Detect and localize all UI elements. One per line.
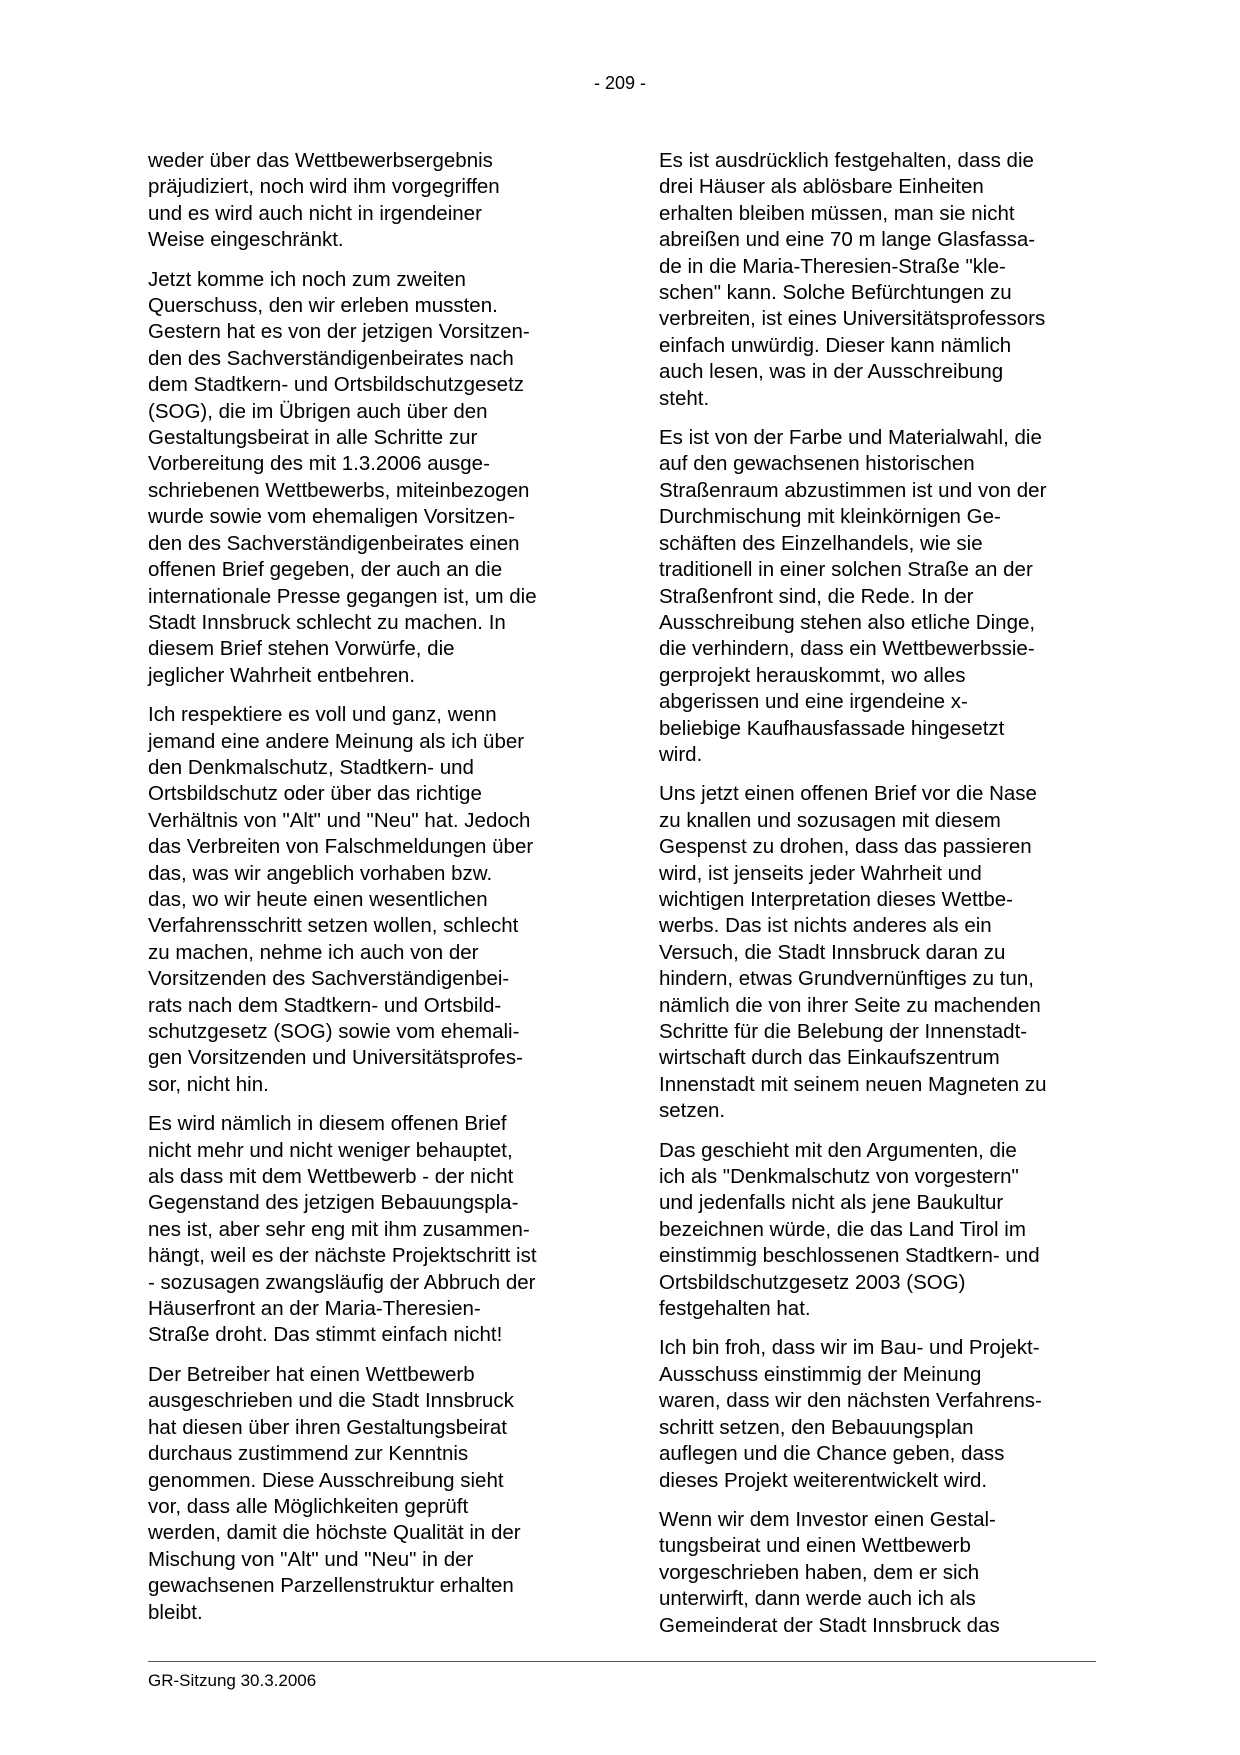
text-line: Der Betreiber hat einen Wettbewerb	[148, 1362, 475, 1386]
text-line: das, wo wir heute einen wesentlichen	[148, 887, 488, 911]
text-line: Es wird nämlich in diesem offenen Brief	[148, 1112, 507, 1136]
text-line: und jedenfalls nicht als jene Baukultur	[659, 1191, 1004, 1215]
text-line: Wenn wir dem Investor einen Gestal-	[659, 1507, 996, 1531]
text-line: Das geschieht mit den Argumenten, die	[659, 1138, 1017, 1162]
text-line: beliebige Kaufhausfassade hingesetzt	[659, 716, 1005, 740]
text-line: Ausschreibung stehen also etliche Dinge,	[659, 610, 1036, 634]
text-line: Häuserfront an der Maria-Theresien-	[148, 1297, 481, 1321]
text-line: bleibt.	[148, 1600, 203, 1624]
text-line: schutzgesetz (SOG) sowie vom ehemali-	[148, 1020, 520, 1043]
text-line: abreißen und eine 70 m lange Glasfassa-	[659, 228, 1036, 252]
text-line: auch lesen, was in der Ausschreibung	[659, 360, 1004, 384]
text-line: Gestern hat es von der jetzigen Vorsitzen-	[148, 320, 530, 344]
text-line: abgerissen und eine irgendeine x-	[659, 690, 968, 714]
text-line: waren, dass wir den nächsten Verfahrens-	[659, 1389, 1042, 1413]
text-paragraph	[659, 1335, 1109, 1493]
text-line: den Denkmalschutz, Stadtkern- und	[148, 755, 474, 779]
text-line: auflegen und die Chance geben, dass	[659, 1442, 1005, 1466]
text-line: Durchmischung mit kleinkörnigen Ge-	[659, 505, 1001, 529]
text-line: Vorsitzenden des Sachverständigenbei-	[148, 967, 510, 991]
text-line: Uns jetzt einen offenen Brief vor die Nase	[659, 782, 1037, 806]
text-line: werbs. Das ist nichts anderes als ein	[659, 914, 992, 938]
text-line: verbreiten, ist eines Universitätsprofessors	[659, 307, 1046, 331]
text-line: nämlich die von ihrer Seite zu machenden	[659, 993, 1041, 1017]
text-line: Querschuss, den wir erleben mussten.	[148, 294, 498, 318]
text-paragraph	[148, 702, 598, 1098]
text-paragraph	[148, 1362, 598, 1626]
text-line: (SOG), die im Übrigen auch über den	[148, 399, 488, 423]
text-line: das Verbreiten von Falschmeldungen über	[148, 835, 534, 859]
text-line: zu knallen und sozusagen mit diesem	[659, 808, 1001, 832]
text-line: offenen Brief gegeben, der auch an die	[148, 558, 503, 582]
text-line: setzen.	[659, 1099, 726, 1123]
text-line: Gespenst zu drohen, dass das passieren	[659, 835, 1032, 859]
text-line: werden, damit die höchste Qualität in der	[148, 1521, 521, 1545]
text-line: wurde sowie vom ehemaligen Vorsitzen-	[148, 505, 515, 529]
text-line: Ortsbildschutz oder über das richtige	[148, 782, 482, 806]
text-line: hindern, etwas Grundvernünftiges zu tun,	[659, 967, 1034, 991]
text-line: Jetzt komme ich noch zum zweiten	[148, 267, 466, 291]
footer-divider	[148, 1661, 1096, 1662]
right-text-column	[659, 148, 1109, 1652]
text-line: Weise eingeschränkt.	[148, 228, 344, 252]
text-line: schäften des Einzelhandels, wie sie	[659, 531, 983, 555]
text-line: erhalten bleiben müssen, man sie nicht	[659, 201, 1015, 225]
text-line: den des Sachverständigenbeirates nach	[148, 346, 514, 370]
text-line: gen Vorsitzenden und Universitätsprofes-	[148, 1046, 523, 1070]
text-line: wichtigen Interpretation dieses Wettbe-	[659, 887, 1014, 911]
text-line: dem Stadtkern- und Ortsbildschutzgesetz	[148, 373, 525, 397]
text-line: nes ist, aber sehr eng mit ihm zusammen-	[148, 1217, 530, 1241]
text-line: durchaus zustimmend zur Kenntnis	[148, 1442, 469, 1466]
text-line: Versuch, die Stadt Innsbruck daran zu	[659, 940, 1006, 964]
text-line: gewachsenen Parzellenstruktur erhalten	[148, 1574, 514, 1598]
text-line: diesem Brief stehen Vorwürfe, die	[148, 637, 455, 661]
text-paragraph	[148, 1111, 598, 1349]
text-line: Ich respektiere es voll und ganz, wenn	[148, 703, 497, 727]
text-line: gerprojekt herauskommt, wo alles	[659, 663, 966, 687]
text-line: Verhältnis von "Alt" und "Neu" hat. Jedoch	[148, 808, 531, 832]
text-line: Gemeinderat der Stadt Innsbruck das	[659, 1613, 1000, 1637]
text-line: ich als "Denkmalschutz von vorgestern"	[659, 1165, 1019, 1189]
text-paragraph	[659, 1138, 1109, 1323]
text-line: drei Häuser als ablösbare Einheiten	[659, 175, 984, 199]
text-line: Innenstadt mit seinem neuen Magneten zu	[659, 1072, 1047, 1096]
text-line: rats nach dem Stadtkern- und Ortsbild-	[148, 993, 502, 1017]
text-line: - sozusagen zwangsläufig der Abbruch der	[148, 1270, 536, 1294]
text-line: genommen. Diese Ausschreibung sieht	[148, 1468, 504, 1492]
page-number: - 209 -	[593, 73, 647, 93]
text-line: unterwirft, dann werde auch ich als	[659, 1587, 976, 1611]
text-line: zu machen, nehme ich auch von der	[148, 940, 479, 964]
text-line: jemand eine andere Meinung als ich über	[148, 729, 525, 753]
text-line: steht.	[659, 386, 710, 410]
text-paragraph	[659, 425, 1109, 768]
text-line: Straßenraum abzustimmen ist und von der	[659, 478, 1047, 502]
text-line: de in die Maria-Theresien-Straße "kle-	[659, 254, 1006, 278]
text-line: und es wird auch nicht in irgendeiner	[148, 201, 482, 225]
text-line: ausgeschrieben und die Stadt Innsbruck	[148, 1389, 514, 1413]
text-line: Es ist von der Farbe und Materialwahl, die	[659, 426, 1042, 450]
left-text-column	[148, 148, 598, 1639]
text-line: dieses Projekt weiterentwickelt wird.	[659, 1468, 988, 1492]
text-line: als dass mit dem Wettbewerb - der nicht	[148, 1165, 514, 1189]
text-line: wird.	[659, 742, 703, 766]
footer-session-label: GR-Sitzung 30.3.2006	[148, 1671, 317, 1690]
text-line: wird, ist jenseits jeder Wahrheit und	[659, 861, 982, 885]
text-line: Verfahrensschritt setzen wollen, schlecht	[148, 914, 519, 938]
text-line: Gegenstand des jetzigen Bebauungspla-	[148, 1191, 519, 1215]
text-line: Mischung von "Alt" und "Neu" in der	[148, 1547, 474, 1571]
text-line: festgehalten hat.	[659, 1297, 811, 1321]
text-line: Vorbereitung des mit 1.3.2006 ausge-	[148, 452, 490, 476]
text-line: sor, nicht hin.	[148, 1072, 269, 1096]
text-line: traditionell in einer solchen Straße an der	[659, 558, 1033, 582]
text-line: Ausschuss einstimmig der Meinung	[659, 1362, 982, 1386]
text-line: hängt, weil es der nächste Projektschritt ist	[148, 1244, 537, 1268]
text-line: vor, dass alle Möglichkeiten geprüft	[148, 1494, 469, 1518]
text-line: Gestaltungsbeirat in alle Schritte zur	[148, 426, 478, 450]
text-line: Straße droht. Das stimmt einfach nicht!	[148, 1323, 503, 1347]
text-line: Es ist ausdrücklich festgehalten, dass die	[659, 149, 1034, 172]
text-line: präjudiziert, noch wird ihm vorgegriffen	[148, 175, 500, 199]
text-line: auf den gewachsenen historischen	[659, 452, 975, 476]
text-line: einfach unwürdig. Dieser kann nämlich	[659, 333, 1012, 357]
text-line: das, was wir angeblich vorhaben bzw.	[148, 861, 493, 885]
text-line: Schritte für die Belebung der Innenstadt-	[659, 1020, 1028, 1043]
text-paragraph	[659, 781, 1109, 1124]
text-paragraph	[148, 267, 598, 690]
text-line: hat diesen über ihren Gestaltungsbeirat	[148, 1415, 507, 1439]
text-line: schen" kann. Solche Befürchtungen zu	[659, 281, 1012, 305]
text-line: vorgeschrieben haben, dem er sich	[659, 1560, 980, 1584]
text-line: schriebenen Wettbewerbs, miteinbezogen	[148, 478, 530, 502]
text-paragraph	[659, 1507, 1109, 1639]
text-line: jeglicher Wahrheit entbehren.	[148, 663, 416, 687]
text-paragraph	[148, 148, 598, 254]
text-line: Straßenfront sind, die Rede. In der	[659, 584, 974, 608]
text-line: einstimmig beschlossenen Stadtkern- und	[659, 1244, 1040, 1268]
text-line: wirtschaft durch das Einkaufszentrum	[659, 1046, 1000, 1070]
text-line: die verhindern, dass ein Wettbewerbssie-	[659, 637, 1035, 661]
text-line: weder über das Wettbewerbsergebnis	[148, 149, 493, 172]
text-line: Ich bin froh, dass wir im Bau- und Projekt-	[659, 1336, 1040, 1360]
text-line: tungsbeirat und einen Wettbewerb	[659, 1534, 971, 1558]
text-line: den des Sachverständigenbeirates einen	[148, 531, 520, 555]
text-line: nicht mehr und nicht weniger behauptet,	[148, 1138, 513, 1162]
text-line: Ortsbildschutzgesetz 2003 (SOG)	[659, 1270, 966, 1294]
text-paragraph	[659, 148, 1109, 412]
text-line: Stadt Innsbruck schlecht zu machen. In	[148, 610, 506, 634]
text-line: bezeichnen würde, die das Land Tirol im	[659, 1217, 1026, 1241]
text-line: schritt setzen, den Bebauungsplan	[659, 1415, 974, 1439]
text-line: internationale Presse gegangen ist, um die	[148, 584, 537, 608]
